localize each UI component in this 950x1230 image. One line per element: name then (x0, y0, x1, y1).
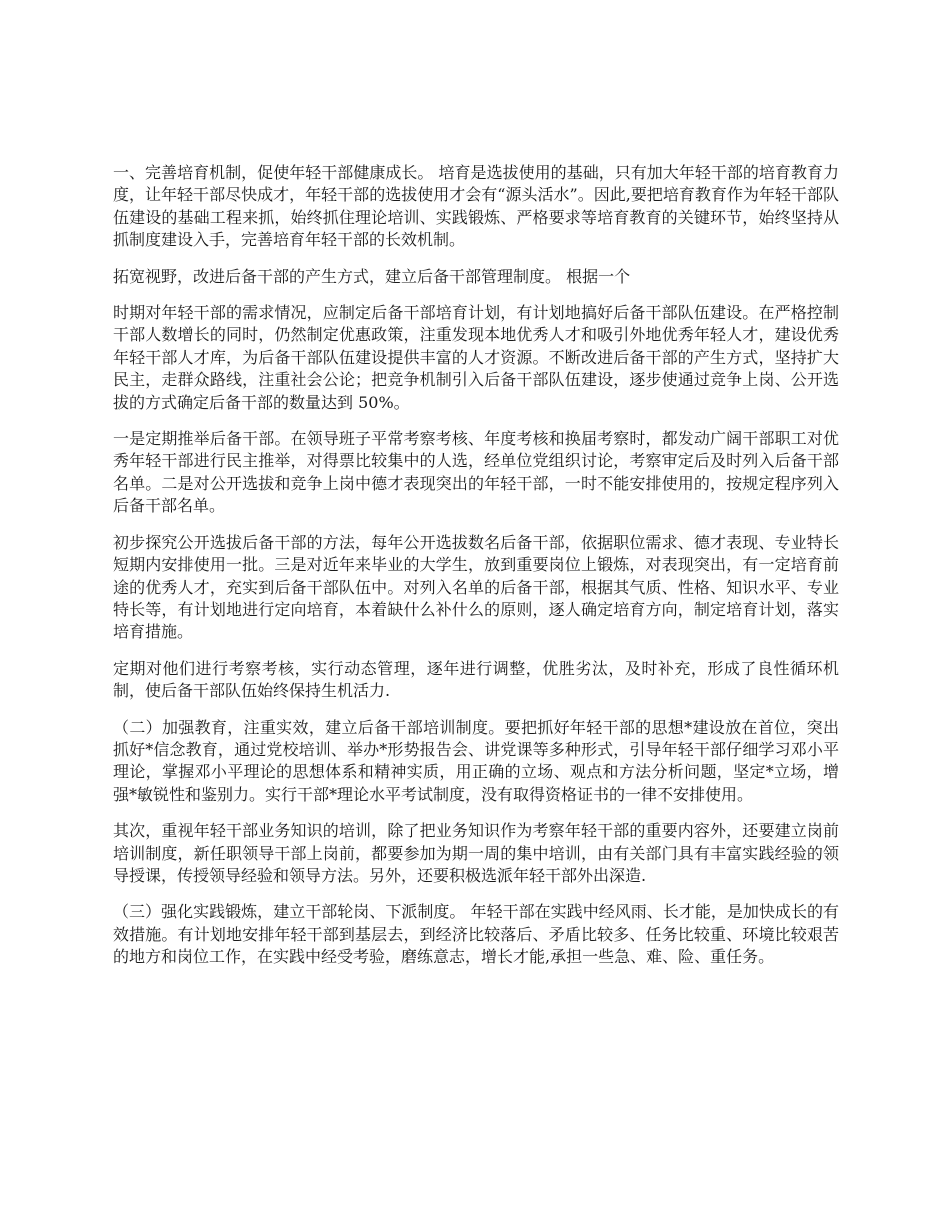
paragraph-reserve-cadre-selection: 拓宽视野，改进后备干部的产生方式，建立后备干部管理制度。 根据一个 (113, 266, 631, 286)
paragraph-training-system: （二）加强教育，注重实效，建立后备干部培训制度。要把抓好年轻干部的思想*建设放在首位，突出抓好*信念教育，通过党校培训、举办*形势报告会、讲党课等多种形式，引导年轻干部仔细学习邓小平理论，掌握邓小平理论的思想体系和精神实质，用正确的立场、观点和方法分析问题，坚定*立场，增强*敏锐性和鉴别力。实行干部*理论水平考试制度，没有取得资格证书的一律不安排使用。 (113, 717, 839, 804)
paragraph-reserve-cadre-plan: 时期对年轻干部的需求情况，应制定后备干部培育计划，有计划地搞好后备干部队伍建设。在严格控制干部人数增长的同时，仍然制定优惠政策，注重发现本地优秀人才和吸引外地优秀年轻人才，建设优秀年轻干部人才库，为后备干部队伍建设提供丰富的人才资源。不断改进后备干部的产生方式，坚持扩大民主，走群众路线，注重社会公论；把竞争机制引入后备干部队伍建设，逐步使通过竞争上岗、公开选拔的方式确定后备干部的数量达到 50%。 (113, 303, 839, 412)
paragraph-practice-rotation: （三）强化实践锻炼，建立干部轮岗、下派制度。 年轻干部在实践中经风雨、长才能，是加快成长的有效措施。有计划地安排年轻干部到基层去，到经济比较落后、矛盾比较多、任务比较重、环境比较艰苦的地方和岗位工作，在实践中经受考验，磨练意志，增长才能,承担一些急、难、险、重任务。 (113, 902, 839, 967)
document-body (113, 162, 839, 983)
paragraph-business-training: 其次，重视年轻干部业务知识的培训，除了把业务知识作为考察年轻干部的重要内容外，还要建立岗前培训制度，新任职领导干部上岗前，都要参加为期一周的集中培训，由有关部门具有丰富实践经验的领导授课，传授领导经验和领导方法。另外，还要积极选派年轻干部外出深造. (113, 821, 839, 885)
paragraph-regular-recommendation: 一是定期推举后备干部。在领导班子平常考察考核、年度考核和换届考察时，都发动广阔干部职工对优秀年轻干部进行民主推举，对得票比较集中的人选，经单位党组织讨论，考察审定后及时列入后备干部名单。二是对公开选拔和竞争上岗中德才表现突出的年轻干部，一时不能安排使用的，按规定程序列入后备干部名单。 (113, 429, 839, 516)
paragraph-open-selection: 初步探究公开选拔后备干部的方法，每年公开选拔数名后备干部，依据职位需求、德才表现、专业特长短期内安排使用一批。三是对近年来毕业的大学生，放到重要岗位上锻炼，对表现突出，有一定培育前途的优秀人才，充实到后备干部队伍中。对列入名单的后备干部，根据其气质、性格、知识水平、专业特长等，有计划地进行定向培育，本着缺什么补什么的原则，逐人确定培育方向，制定培育计划，落实培育措施。 (113, 532, 839, 642)
paragraph-cultivation-mechanism: 一、完善培育机制，促使年轻干部健康成长。 培育是选拔使用的基础，只有加大年轻干部的培育教育力度，让年轻干部尽快成才，年轻干部的选拔使用才会有“源头活水”。因此,要把培育教育作为年轻干部队伍建设的基础工程来抓，始终抓住理论培训、实践锻炼、严格要求等培育教育的关键环节，始终坚持从抓制度建设入手，完善培育年轻干部的长效机制。 (113, 163, 839, 250)
paragraph-dynamic-management: 定期对他们进行考察考核，实行动态管理，逐年进行调整，优胜劣汰，及时补充，形成了良性循环机制，使后备干部队伍始终保持生机活力. (113, 658, 839, 701)
